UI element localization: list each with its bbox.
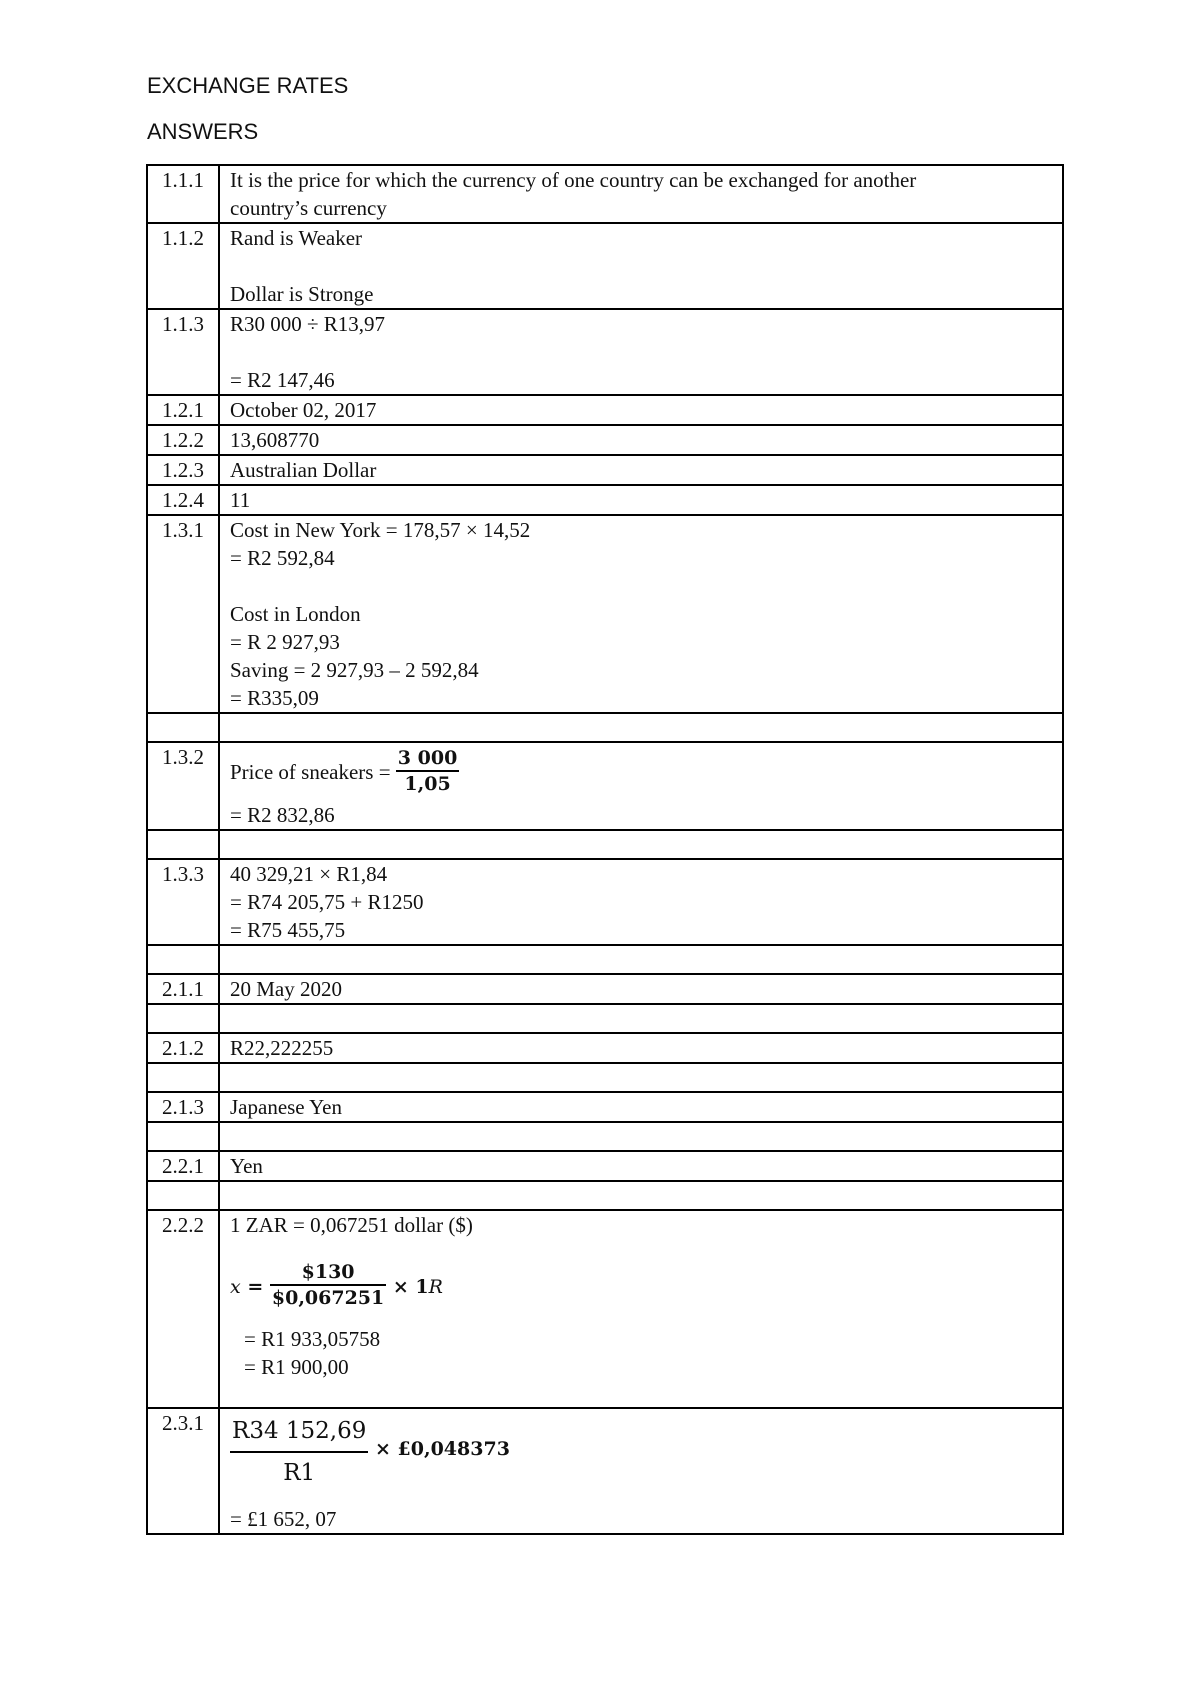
answer-cell <box>219 309 1063 395</box>
answer-line: Saving = 2 927,93 – 2 592,84 <box>230 658 479 682</box>
spacer <box>230 1315 1052 1325</box>
answer-line: 40 329,21 × R1,84 <box>230 862 388 886</box>
fraction-numerator: 3 000 <box>396 746 460 772</box>
question-number: 1.2.3 <box>147 455 219 485</box>
empty-row <box>147 1122 1063 1151</box>
formula-variable: x <box>230 1276 241 1298</box>
answer-line: country’s currency <box>230 196 387 220</box>
answer-cell <box>219 1210 1063 1408</box>
table-row <box>147 455 1063 485</box>
empty-cell <box>219 1004 1063 1033</box>
answer-cell: 11 <box>219 485 1063 515</box>
answer-line: It is the price for which the currency of one country can be exchanged for another <box>230 168 917 192</box>
empty-cell <box>147 1063 219 1092</box>
spacer <box>230 1239 1052 1257</box>
empty-cell <box>147 1122 219 1151</box>
empty-cell <box>147 1004 219 1033</box>
formula-line <box>230 1257 1052 1315</box>
empty-cell <box>219 830 1063 859</box>
table-row <box>147 1092 1063 1122</box>
table-row <box>147 395 1063 425</box>
fraction-numerator: $130 <box>270 1260 386 1286</box>
table-row <box>147 515 1063 713</box>
question-number: 1.1.1 <box>147 165 219 223</box>
empty-cell <box>147 830 219 859</box>
spacer <box>230 338 1052 366</box>
answer-cell <box>219 1408 1063 1534</box>
page-subtitle: ANSWERS <box>147 119 259 144</box>
empty-row <box>147 713 1063 742</box>
answer-line: Rand is Weaker <box>230 226 363 250</box>
answer-cell <box>219 165 1063 223</box>
fraction <box>270 1260 386 1310</box>
answer-cell <box>219 859 1063 945</box>
question-number: 1.1.2 <box>147 223 219 309</box>
formula-factor: £0,048373 <box>397 1438 510 1460</box>
answer-line: = R2 592,84 <box>230 546 335 570</box>
empty-cell <box>219 945 1063 974</box>
empty-row <box>147 945 1063 974</box>
question-number: 1.1.3 <box>147 309 219 395</box>
answer-line: = £1 652, 07 <box>230 1507 337 1531</box>
question-number: 2.3.1 <box>147 1408 219 1534</box>
empty-row <box>147 1004 1063 1033</box>
formula-equals: = <box>240 1276 270 1298</box>
answer-line: R30 000 ÷ R13,97 <box>230 312 386 336</box>
table-row <box>147 485 1063 515</box>
empty-row <box>147 1181 1063 1210</box>
question-number: 1.3.1 <box>147 515 219 713</box>
answer-line: = R74 205,75 + R1250 <box>230 890 424 914</box>
empty-cell <box>147 1181 219 1210</box>
formula-line <box>230 743 1052 801</box>
table-row <box>147 1033 1063 1063</box>
empty-row <box>147 1063 1063 1092</box>
answer-line: = R1 900,00 <box>244 1355 349 1379</box>
answer-cell <box>219 515 1063 713</box>
answer-line: 1 ZAR = 0,067251 dollar ($) <box>230 1213 473 1237</box>
fraction-denominator: 1,05 <box>404 773 451 796</box>
answer-cell: Japanese Yen <box>219 1092 1063 1122</box>
empty-cell <box>219 1122 1063 1151</box>
page-title: EXCHANGE RATES <box>147 73 349 98</box>
table-row <box>147 742 1063 830</box>
question-number: 1.3.2 <box>147 742 219 830</box>
table-row <box>147 309 1063 395</box>
fraction-denominator: $0,067251 <box>271 1287 385 1310</box>
table-row <box>147 1151 1063 1181</box>
spacer <box>230 252 1052 280</box>
formula-unit: R <box>428 1276 443 1298</box>
answer-line: Cost in London <box>230 602 361 626</box>
question-number: 1.2.2 <box>147 425 219 455</box>
answer-line: = R2 832,86 <box>230 803 335 827</box>
question-number: 2.1.2 <box>147 1033 219 1063</box>
empty-row <box>147 830 1063 859</box>
fraction <box>230 1411 368 1493</box>
answer-line: Dollar is Stronge <box>230 282 374 306</box>
answer-cell <box>219 223 1063 309</box>
empty-cell <box>147 713 219 742</box>
fraction-numerator: R34 152,69 <box>230 1411 368 1453</box>
answer-line: = R1 933,05758 <box>244 1327 381 1351</box>
answer-cell <box>219 742 1063 830</box>
empty-cell <box>219 1181 1063 1210</box>
formula-times: × <box>368 1438 398 1460</box>
answer-cell: 20 May 2020 <box>219 974 1063 1004</box>
question-number: 1.2.4 <box>147 485 219 515</box>
table-row <box>147 1210 1063 1408</box>
answer-line: = R2 147,46 <box>230 368 335 392</box>
empty-cell <box>219 713 1063 742</box>
table-row <box>147 165 1063 223</box>
question-number: 2.2.1 <box>147 1151 219 1181</box>
fraction-denominator: R1 <box>283 1460 316 1486</box>
empty-cell <box>219 1063 1063 1092</box>
empty-cell <box>147 945 219 974</box>
question-number: 2.1.3 <box>147 1092 219 1122</box>
table-row <box>147 1408 1063 1534</box>
answer-cell: October 02, 2017 <box>219 395 1063 425</box>
table-row <box>147 859 1063 945</box>
answer-cell: 13,608770 <box>219 425 1063 455</box>
question-number: 1.3.3 <box>147 859 219 945</box>
fraction <box>396 746 460 796</box>
answer-cell: Yen <box>219 1151 1063 1181</box>
answer-line: Cost in New York = 178,57 × 14,52 <box>230 518 531 542</box>
formula-line <box>230 1409 1052 1505</box>
question-number: 2.2.2 <box>147 1210 219 1408</box>
answer-cell: Australian Dollar <box>219 455 1063 485</box>
answer-cell: R22,222255 <box>219 1033 1063 1063</box>
question-number: 2.1.1 <box>147 974 219 1004</box>
table-row <box>147 425 1063 455</box>
answers-table <box>146 164 1064 1535</box>
answer-line: = R335,09 <box>230 686 319 710</box>
answer-line: = R75 455,75 <box>230 918 346 942</box>
table-row <box>147 974 1063 1004</box>
table-row <box>147 223 1063 309</box>
formula-prefix: Price of sneakers = <box>230 760 396 784</box>
spacer <box>230 572 1052 600</box>
answer-line: = R 2 927,93 <box>230 630 340 654</box>
formula-times: × 1 <box>386 1276 429 1298</box>
question-number: 1.2.1 <box>147 395 219 425</box>
